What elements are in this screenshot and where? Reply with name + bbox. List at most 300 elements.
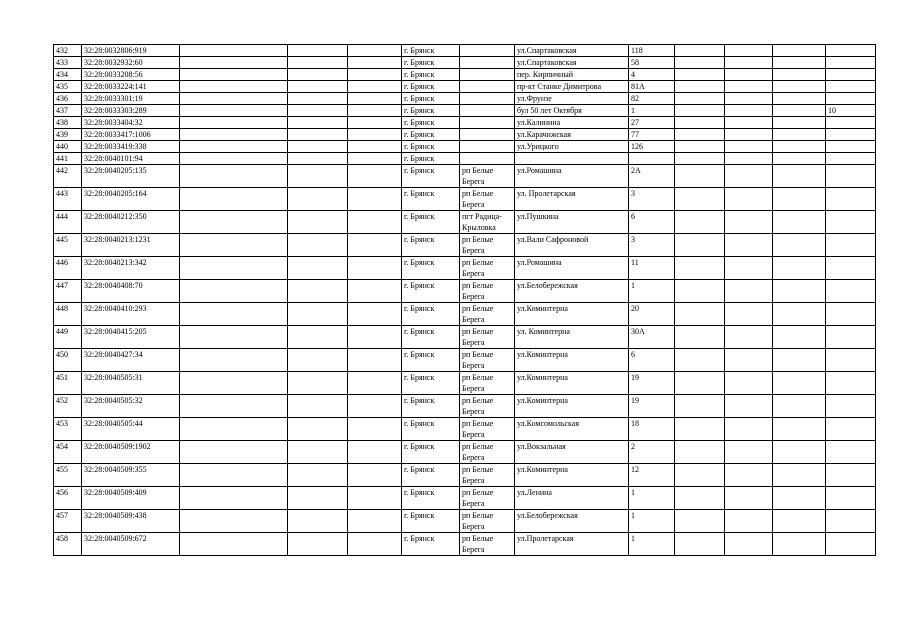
table-row [54,153,876,165]
city-cell [402,349,460,372]
cadastral-number-text: 32:28:0040205:135 [84,166,147,175]
cadastral-number-text: 32:28:0033417:1006 [84,130,151,139]
city-text: г. Брянск [404,304,435,313]
city-cell [402,165,460,188]
street-text: ул.Фрунзе [517,94,552,103]
street-text: ул.Комсомольская [517,419,580,428]
locality-cell [460,257,515,280]
empty-cell [180,188,288,211]
registry-table [53,44,876,556]
empty-cell [180,129,288,141]
cadastral-number-text: 32:28:0040509:409 [84,488,147,497]
empty-cell [288,418,348,441]
row-number-text: 434 [56,70,68,79]
table-row [54,510,876,533]
empty-cell [675,487,725,510]
empty-cell [348,418,402,441]
empty-cell [348,395,402,418]
apartment-cell [826,165,876,188]
empty-cell [773,326,826,349]
row-number-text: 438 [56,118,68,127]
apartment-cell [826,57,876,69]
city-text: г. Брянск [404,142,435,151]
table-row [54,45,876,57]
table-row [54,487,876,510]
cadastral-number-text: 32:28:0040101:94 [84,154,143,163]
empty-cell [348,69,402,81]
house-number-cell [629,303,675,326]
empty-cell [288,487,348,510]
empty-cell [675,395,725,418]
cadastral-number-cell [82,211,180,234]
street-text: ул.Пушкина [517,212,559,221]
house-number-cell [629,510,675,533]
row-number-text: 453 [56,419,68,428]
empty-cell [773,57,826,69]
apartment-cell [826,93,876,105]
cadastral-number-text: 32:28:0033208:56 [84,70,143,79]
empty-cell [288,395,348,418]
locality-text: рп Белые Берега [462,465,494,485]
empty-cell [180,349,288,372]
city-text: г. Брянск [404,189,435,198]
house-number-text: 1 [631,511,635,520]
row-number-text: 447 [56,281,68,290]
table-row [54,188,876,211]
row-number-cell [54,510,82,533]
row-number-text: 432 [56,46,68,55]
cadastral-number-cell [82,69,180,81]
house-number-text: 1 [631,106,635,115]
cadastral-number-text: 32:28:0033404:32 [84,118,143,127]
empty-cell [725,165,773,188]
table-row [54,81,876,93]
locality-text: рп Белые Берега [462,419,494,439]
locality-text: рп Белые Берега [462,235,494,255]
apartment-cell [826,280,876,303]
street-text: пр-кт Станке Димитрова [517,82,602,91]
locality-cell [460,418,515,441]
house-number-cell [629,487,675,510]
house-number-text: 118 [631,46,643,55]
row-number-text: 444 [56,212,68,221]
street-text: ул.Коминтерна [517,396,568,405]
street-cell [515,211,629,234]
row-number-text: 450 [56,350,68,359]
row-number-text: 442 [56,166,68,175]
empty-cell [773,105,826,117]
city-cell [402,57,460,69]
empty-cell [675,533,725,556]
empty-cell [725,487,773,510]
empty-cell [180,418,288,441]
empty-cell [725,234,773,257]
apartment-cell [826,105,876,117]
empty-cell [180,533,288,556]
street-cell [515,153,629,165]
empty-cell [675,81,725,93]
table-row [54,129,876,141]
cadastral-number-text: 32:28:0040212:350 [84,212,147,221]
empty-cell [288,280,348,303]
house-number-text: 126 [631,142,643,151]
row-number-cell [54,69,82,81]
city-text: г. Брянск [404,419,435,428]
locality-text: рп Белые Берега [462,442,494,462]
empty-cell [773,487,826,510]
cadastral-number-cell [82,93,180,105]
empty-cell [348,117,402,129]
city-text: г. Брянск [404,465,435,474]
row-number-text: 437 [56,106,68,115]
empty-cell [773,117,826,129]
empty-cell [675,418,725,441]
empty-cell [773,349,826,372]
empty-cell [675,69,725,81]
apartment-cell [826,117,876,129]
street-cell [515,418,629,441]
cadastral-number-cell [82,372,180,395]
empty-cell [348,510,402,533]
empty-cell [288,45,348,57]
locality-cell [460,69,515,81]
street-text: ул.Коминтерна [517,304,568,313]
city-text: г. Брянск [404,118,435,127]
row-number-cell [54,117,82,129]
house-number-cell [629,117,675,129]
street-text: ул.Коминтерна [517,373,568,382]
empty-cell [348,153,402,165]
house-number-text: 6 [631,350,635,359]
empty-cell [725,372,773,395]
row-number-cell [54,349,82,372]
empty-cell [725,349,773,372]
row-number-cell [54,372,82,395]
apartment-cell [826,69,876,81]
row-number-cell [54,81,82,93]
cadastral-number-cell [82,234,180,257]
apartment-text: 10 [828,106,836,115]
empty-cell [725,326,773,349]
cadastral-number-text: 32:28:0040509:672 [84,534,147,543]
city-text: г. Брянск [404,281,435,290]
street-cell [515,69,629,81]
empty-cell [675,441,725,464]
row-number-cell [54,93,82,105]
city-text: г. Брянск [404,130,435,139]
empty-cell [725,45,773,57]
city-text: г. Брянск [404,235,435,244]
row-number-cell [54,487,82,510]
locality-cell [460,211,515,234]
city-cell [402,93,460,105]
city-cell [402,510,460,533]
street-text: ул.Пролетарская [517,534,574,543]
empty-cell [675,141,725,153]
apartment-cell [826,45,876,57]
row-number-text: 448 [56,304,68,313]
empty-cell [348,441,402,464]
empty-cell [675,129,725,141]
locality-text: рп Белые Берега [462,396,494,416]
locality-cell [460,395,515,418]
street-cell [515,105,629,117]
locality-cell [460,141,515,153]
house-number-cell [629,257,675,280]
house-number-text: 58 [631,58,639,67]
house-number-cell [629,372,675,395]
street-text: ул.Спартаковская [517,58,577,67]
locality-text: рп Белые Берега [462,350,494,370]
cadastral-number-cell [82,303,180,326]
row-number-text: 445 [56,235,68,244]
cadastral-number-text: 32:28:0040408:70 [84,281,143,290]
locality-text: рп Белые Берега [462,304,494,324]
table-row [54,533,876,556]
empty-cell [180,510,288,533]
empty-cell [773,45,826,57]
house-number-cell [629,349,675,372]
apartment-cell [826,141,876,153]
table-row [54,165,876,188]
street-cell [515,395,629,418]
empty-cell [180,234,288,257]
street-cell [515,533,629,556]
cadastral-number-text: 32:28:0040509:355 [84,465,147,474]
cadastral-number-text: 32:28:0033419:338 [84,142,147,151]
street-cell [515,303,629,326]
empty-cell [348,141,402,153]
locality-text: рп Белые Берега [462,488,494,508]
city-text: г. Брянск [404,94,435,103]
table-row [54,257,876,280]
empty-cell [348,533,402,556]
empty-cell [675,372,725,395]
city-text: г. Брянск [404,166,435,175]
locality-text: рп Белые Берега [462,281,494,301]
cadastral-number-cell [82,441,180,464]
empty-cell [725,93,773,105]
empty-cell [180,117,288,129]
apartment-cell [826,418,876,441]
empty-cell [773,303,826,326]
city-cell [402,441,460,464]
cadastral-number-cell [82,326,180,349]
row-number-text: 439 [56,130,68,139]
row-number-text: 455 [56,465,68,474]
cadastral-number-cell [82,280,180,303]
city-text: г. Брянск [404,350,435,359]
cadastral-number-text: 32:28:0032806:919 [84,46,147,55]
empty-cell [675,303,725,326]
cadastral-number-cell [82,349,180,372]
empty-cell [288,349,348,372]
city-cell [402,69,460,81]
empty-cell [675,349,725,372]
street-text: ул.Белобережская [517,511,578,520]
locality-cell [460,487,515,510]
locality-cell [460,57,515,69]
city-cell [402,280,460,303]
row-number-text: 457 [56,511,68,520]
locality-text: рп Белые Берега [462,189,494,209]
city-cell [402,487,460,510]
city-text: г. Брянск [404,327,435,336]
locality-cell [460,93,515,105]
apartment-cell [826,487,876,510]
empty-cell [180,81,288,93]
cadastral-number-cell [82,45,180,57]
house-number-cell [629,418,675,441]
empty-cell [725,69,773,81]
locality-text: рп Белые Берега [462,511,494,531]
house-number-text: 2 [631,442,635,451]
row-number-cell [54,45,82,57]
city-cell [402,326,460,349]
house-number-text: 2А [631,166,641,175]
cadastral-number-cell [82,129,180,141]
empty-cell [773,153,826,165]
cadastral-number-text: 32:28:0040509:438 [84,511,147,520]
city-cell [402,105,460,117]
street-cell [515,326,629,349]
street-cell [515,188,629,211]
street-text: ул.Калинина [517,118,561,127]
street-cell [515,349,629,372]
row-number-text: 443 [56,189,68,198]
locality-text: рп Белые Берега [462,534,494,554]
empty-cell [288,188,348,211]
empty-cell [773,81,826,93]
house-number-cell [629,533,675,556]
row-number-text: 449 [56,327,68,336]
street-text: ул.Ромашина [517,166,562,175]
city-text: г. Брянск [404,70,435,79]
empty-cell [348,464,402,487]
locality-text: пгт Радица-Крыловка [462,212,502,232]
locality-cell [460,280,515,303]
house-number-cell [629,280,675,303]
row-number-text: 435 [56,82,68,91]
empty-cell [180,303,288,326]
row-number-cell [54,188,82,211]
empty-cell [288,510,348,533]
empty-cell [288,464,348,487]
city-text: г. Брянск [404,488,435,497]
table-body [54,45,876,556]
empty-cell [773,280,826,303]
empty-cell [725,303,773,326]
cadastral-number-text: 32:28:0040415:205 [84,327,147,336]
house-number-text: 27 [631,118,639,127]
empty-cell [288,441,348,464]
empty-cell [288,81,348,93]
house-number-cell [629,395,675,418]
table-row [54,464,876,487]
empty-cell [725,280,773,303]
locality-text: рп Белые Берега [462,166,494,186]
empty-cell [288,141,348,153]
empty-cell [180,105,288,117]
house-number-cell [629,153,675,165]
row-number-cell [54,211,82,234]
empty-cell [288,165,348,188]
cadastral-number-cell [82,57,180,69]
city-cell [402,303,460,326]
empty-cell [348,234,402,257]
row-number-text: 441 [56,154,68,163]
table-row [54,349,876,372]
cadastral-number-text: 32:28:0040410:293 [84,304,147,313]
street-text: ул. Пролетарская [517,189,576,198]
empty-cell [773,165,826,188]
house-number-text: 19 [631,373,639,382]
empty-cell [773,395,826,418]
street-text: ул.Коминтерна [517,350,568,359]
empty-cell [180,153,288,165]
empty-cell [348,57,402,69]
cadastral-number-text: 32:28:0040505:31 [84,373,143,382]
row-number-cell [54,105,82,117]
house-number-cell [629,234,675,257]
empty-cell [773,510,826,533]
empty-cell [348,211,402,234]
cadastral-number-text: 32:28:0040213:1231 [84,235,151,244]
empty-cell [725,81,773,93]
city-text: г. Брянск [404,258,435,267]
cadastral-number-cell [82,81,180,93]
row-number-cell [54,280,82,303]
empty-cell [288,117,348,129]
apartment-cell [826,81,876,93]
empty-cell [288,303,348,326]
empty-cell [725,57,773,69]
table-row [54,93,876,105]
row-number-text: 436 [56,94,68,103]
house-number-text: 19 [631,396,639,405]
apartment-cell [826,372,876,395]
empty-cell [675,326,725,349]
empty-cell [348,93,402,105]
empty-cell [180,165,288,188]
cadastral-number-text: 32:28:0040505:32 [84,396,143,405]
street-text: ул.Спартаковская [517,46,577,55]
empty-cell [725,129,773,141]
empty-cell [180,464,288,487]
city-cell [402,257,460,280]
street-text: ул.Ромашина [517,258,562,267]
house-number-cell [629,57,675,69]
row-number-text: 433 [56,58,68,67]
empty-cell [348,129,402,141]
apartment-cell [826,234,876,257]
house-number-text: 11 [631,258,639,267]
street-cell [515,234,629,257]
empty-cell [725,117,773,129]
row-number-cell [54,303,82,326]
empty-cell [773,257,826,280]
empty-cell [773,418,826,441]
street-cell [515,165,629,188]
empty-cell [725,257,773,280]
row-number-text: 452 [56,396,68,405]
row-number-text: 451 [56,373,68,382]
row-number-text: 456 [56,488,68,497]
table-row [54,326,876,349]
row-number-cell [54,165,82,188]
street-text: ул.Коминтерна [517,465,568,474]
house-number-text: 3 [631,189,635,198]
